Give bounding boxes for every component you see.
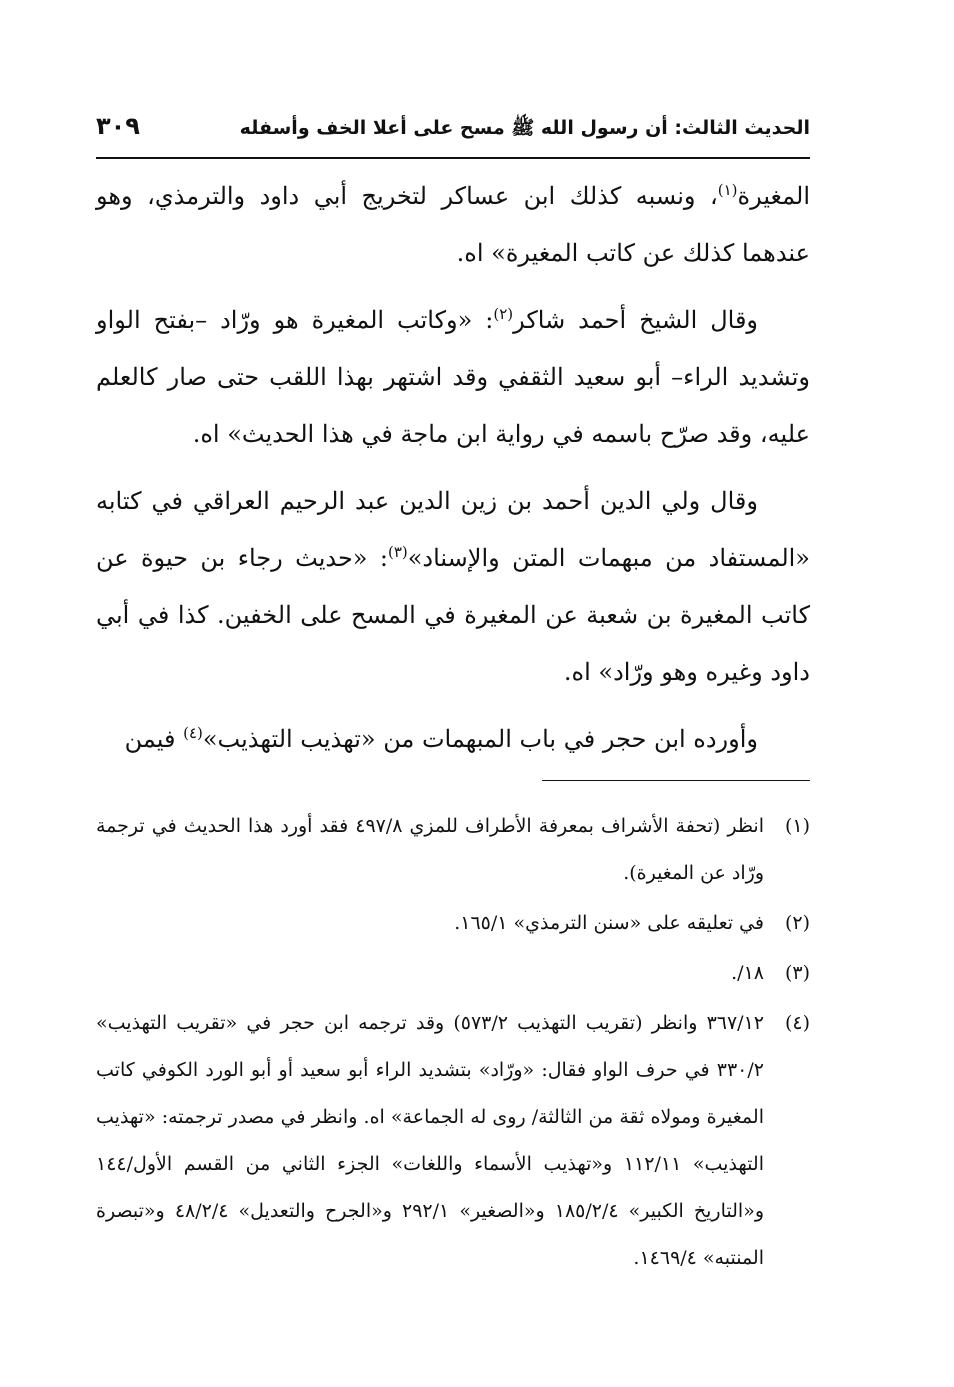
paragraph-2 xyxy=(96,292,810,463)
paragraph-1-text: المغيرة xyxy=(737,182,810,210)
paragraph-1 xyxy=(96,168,810,282)
footnote-ref-1[interactable]: (١) xyxy=(717,181,738,199)
footnote-2 xyxy=(96,900,810,947)
header-rule xyxy=(96,157,810,159)
paragraph-2-head: وقال الشيخ أحمد شاكر xyxy=(513,306,759,334)
paragraph-1-tail: ، ونسبه كذلك ابن عساكر لتخريج أبي داود والترمذي، وهو عندهما كذلك عن كاتب المغيرة» اه. xyxy=(96,182,810,267)
paragraph-4 xyxy=(96,711,810,768)
running-header-title: الحديث الثالث: أن رسول الله ﷺ مسح على أعلا الخف وأسفله xyxy=(239,117,810,139)
footnotes xyxy=(96,803,810,1285)
running-header xyxy=(96,112,810,152)
paragraph-4-head: وأورده ابن حجر في باب المبهمات من «تهذيب التهذيب» xyxy=(202,725,758,753)
paragraph-4-tail: فيمن xyxy=(124,725,184,753)
footnote-number: (١) xyxy=(784,815,810,837)
footnote-text: ١٨/. xyxy=(731,962,764,984)
footnote-ref-3[interactable]: (٣) xyxy=(387,543,408,561)
main-text xyxy=(96,168,810,768)
footnote-ref-4[interactable]: (٤) xyxy=(183,724,203,742)
footnote-separator xyxy=(542,780,810,781)
footnote-number: (٢) xyxy=(784,912,810,934)
footnote-1 xyxy=(96,803,810,897)
paragraph-2-tail: : «وكاتب المغيرة هو ورّاد –بفتح الواو وتشديد الراء– أبو سعيد الثقفي وقد اشتهر بهذا اللقب حتى صار كالعلم عليه، وقد صرّح باسمه في رواية ابن ماجة في هذا الحديث» اه. xyxy=(96,306,810,448)
footnote-text: انظر (تحفة الأشراف بمعرفة الأطراف للمزي ٤٩٧/٨ فقد أورد هذا الحديث في ترجمة ورّاد عن المغيرة). xyxy=(96,815,765,884)
footnote-ref-2[interactable]: (٢) xyxy=(493,305,514,323)
footnote-4 xyxy=(96,1000,810,1282)
footnote-number: (٣) xyxy=(784,962,810,984)
footnote-3 xyxy=(96,950,810,997)
footnote-text: في تعليقه على «سنن الترمذي» ١٦٥/١. xyxy=(454,912,764,934)
page-number: ٣٠٩ xyxy=(96,112,140,140)
paragraph-3-tail: : «حديث رجاء بن حيوة عن كاتب المغيرة بن شعبة عن المغيرة في المسح على الخفين. كذا في أبي داود وغيره وهو ورّاد» اه. xyxy=(96,544,810,686)
paragraph-3 xyxy=(96,473,810,701)
footnote-text: ٣٦٧/١٢ وانظر (تقريب التهذيب ٥٧٣/٢) وقد ترجمه ابن حجر في «تقريب التهذيب» ٣٣٠/٢ في حرف الواو فقال: «ورّاد» بتشديد الراء أبو سعيد أو أبو الورد الكوفي كاتب المغيرة ومولاه ثقة من الثالثة/ روى له الجماعة» اه. وانظر في مصدر ترجمته: «تهذيب التهذيب» ١١٢/١١ و«تهذيب الأسماء واللغات» الجزء الثاني من القسم الأول/١٤٤ و«التاريخ الكبير» ١٨٥/٢/٤ و«الصغير» ٢٩٢/١ و«الجرح والتعديل» ٤٨/٢/٤ و«تبصرة المنتبه» ١٤٦٩/٤. xyxy=(96,1012,764,1269)
footnote-number: (٤) xyxy=(784,1012,810,1034)
paragraph-3-head: وقال ولي الدين أحمد بن زين الدين عبد الرحيم العراقي في كتابه «المستفاد من مبهمات المتن والإسناد» xyxy=(96,487,810,572)
